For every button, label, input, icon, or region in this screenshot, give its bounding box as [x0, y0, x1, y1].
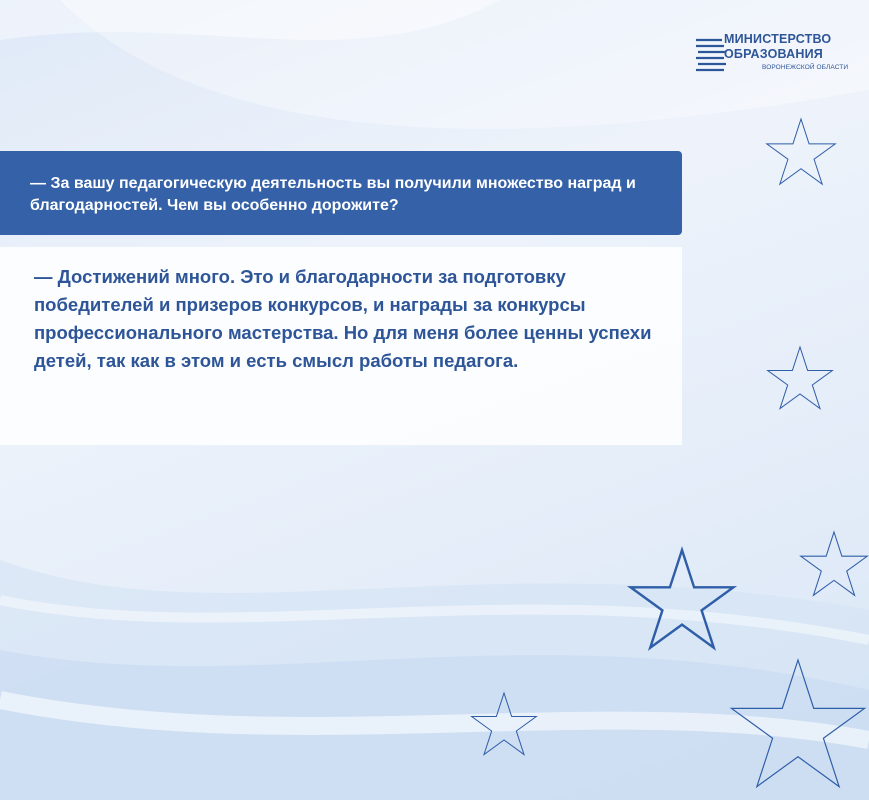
book-stack-icon: [694, 33, 728, 73]
logo-title-line1: МИНИСТЕРСТВО: [724, 32, 832, 46]
ministry-logo: [694, 30, 849, 75]
question-text: — За вашу педагогическую деятельность вы получили множество наград и благодарностей. Чем вы особенно дорожите?: [30, 175, 636, 214]
answer-text: — Достижений много. Это и благодарности за подготовку победителей и призеров конкурсов, и награды за конкурсы профессионального мастерства. Но для меня более ценны успехи детей, так как в этом и есть смысл работы педагога.: [34, 266, 652, 371]
logo-region: ВОРОНЕЖСКОЙ ОБЛАСТИ: [762, 64, 849, 71]
logo-title-line2: ОБРАЗОВАНИЯ: [724, 47, 823, 61]
question-box: [0, 151, 682, 235]
answer-box: [0, 247, 682, 445]
